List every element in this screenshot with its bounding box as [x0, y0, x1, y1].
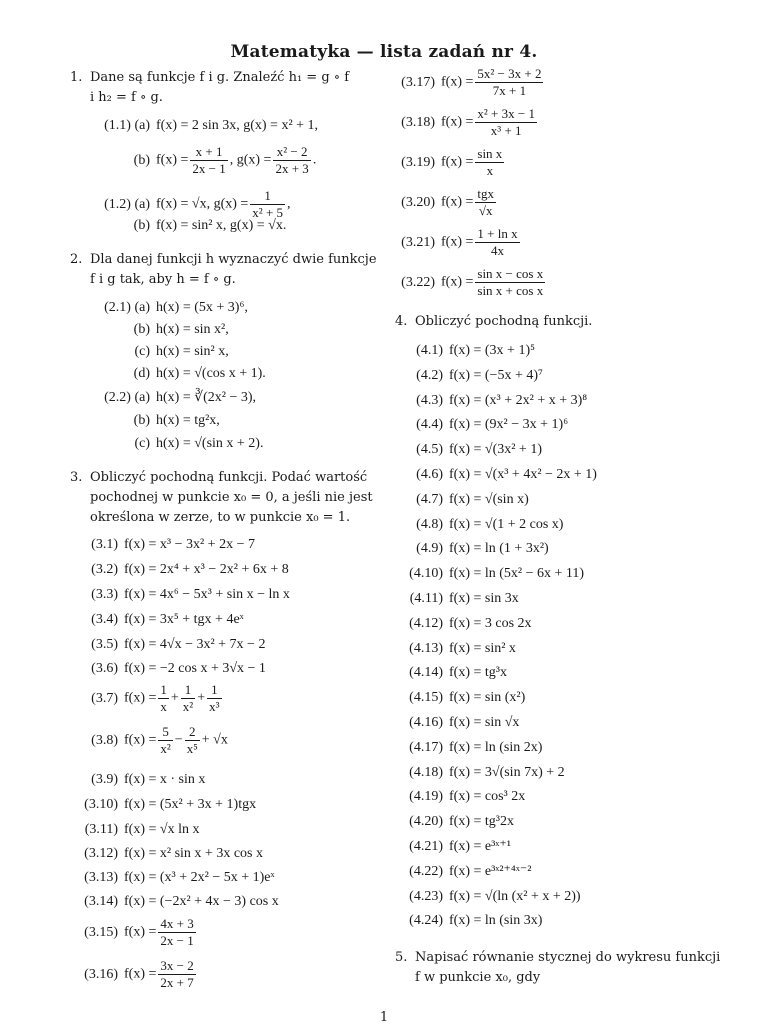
- item-1-2b: [70, 216, 286, 236]
- denominator: x: [486, 163, 494, 178]
- expression: h(x) = √(sin x + 2).: [156, 436, 264, 451]
- item-4-24: [395, 911, 542, 931]
- item-4-20: [395, 812, 514, 832]
- fraction: [158, 916, 195, 949]
- numerator: 4x + 3: [160, 916, 194, 931]
- heading-text: Obliczyć pochodną funkcji. Podać wartość: [90, 470, 368, 485]
- item-label: (3.4): [91, 612, 118, 627]
- item-4-8: [395, 515, 563, 535]
- expression: f(x) = ln (sin 3x): [449, 913, 543, 929]
- denominator: 2x − 1: [160, 933, 194, 948]
- heading-line: [70, 488, 375, 508]
- item-label: (1.1) (a): [104, 118, 150, 133]
- exercise-number: 5.: [395, 950, 408, 965]
- expression: f(x) = e³ˣ⁺¹: [449, 839, 511, 854]
- heading-text: f w punkcie x₀, gdy: [415, 970, 541, 985]
- item-4-19: [395, 787, 525, 807]
- item-label: (3.19): [401, 154, 435, 170]
- expression: f(x) = √(1 + 2 cos x): [449, 516, 564, 532]
- fraction: [190, 144, 227, 177]
- denominator: sin x + cos x: [477, 283, 544, 298]
- item-3-17: (3.17) f(x) = $\frac{\text{5x² − 3x + 2}}{7x + 1}$: [395, 66, 545, 99]
- expression: f(x) = √(ln (x² + x + 2)): [449, 888, 581, 904]
- item-label: (3.11): [84, 822, 118, 837]
- heading-text: określona w zerze, to w punkcie x₀ = 1.: [90, 510, 351, 525]
- item-label: (3.18): [401, 114, 435, 130]
- expression: f(x) = √x ln x: [124, 822, 200, 837]
- item-4-11: [395, 589, 519, 609]
- item-4-1: [395, 341, 535, 361]
- heading-line: [70, 250, 375, 270]
- exercise-number: 4.: [395, 314, 408, 329]
- fraction: [273, 144, 310, 177]
- item-3-12: [70, 844, 263, 864]
- heading-text: f i g tak, aby h = f ∘ g.: [90, 272, 236, 287]
- item-label: (4.21): [409, 839, 443, 854]
- heading-text: Dla danej funkcji h wyznaczyć dwie funkcje: [90, 252, 377, 267]
- item-4-7: [395, 490, 529, 510]
- item-3-7: (3.7) f(x) = $\frac{1}{x}$ + $\frac{1}{\text{x²}}$ + $\frac{1}{\text{x³}}$: [70, 682, 224, 715]
- expression: h(x) = sin² x,: [156, 344, 229, 359]
- heading-line: [70, 468, 375, 488]
- expression: f(x) = x² sin x + 3x cos x: [124, 846, 263, 861]
- expression: f(x) = √(x³ + 4x² − 2x + 1): [449, 467, 597, 482]
- item-2-0: [70, 298, 248, 318]
- denominator: 2x + 7: [160, 975, 194, 990]
- expression: f(x) = 3√(sin 7x) + 2: [449, 764, 565, 780]
- denominator: x³: [209, 699, 220, 714]
- fraction: [185, 724, 200, 757]
- expression: f(x) = ln (1 + 3x²): [449, 541, 549, 557]
- item-2-1: [70, 320, 229, 340]
- expression: h(x) = ∛(2x² − 3),: [156, 390, 257, 405]
- item-3-21: (3.21) f(x) = $\frac{\text{1 + ln x}}{4x}$: [395, 226, 522, 259]
- denominator: 7x + 1: [492, 83, 527, 98]
- expression: f(x) = √(sin x): [449, 491, 529, 507]
- item-label: (4.16): [409, 715, 443, 730]
- denominator: 4x: [490, 243, 504, 258]
- item-label: (c): [134, 344, 150, 359]
- item-label: (3.13): [84, 870, 118, 885]
- item-4-6: [395, 465, 597, 485]
- item-label: (3.8): [91, 732, 118, 748]
- expression: f(x) = tg³x: [449, 665, 507, 681]
- numerator: x² + 3x − 1: [477, 106, 535, 121]
- item-3-8: (3.8) f(x) = $\frac{5}{\text{x²}}$ − $\frac{2}{\text{x⁵}}$ + √x: [70, 724, 228, 757]
- heading-text: Obliczyć pochodną funkcji.: [415, 314, 593, 329]
- heading-line: [70, 270, 375, 290]
- item-label: (4.8): [416, 516, 443, 532]
- item-4-23: [395, 887, 581, 907]
- numerator: 1: [181, 682, 195, 699]
- item-3-15: (3.15) f(x) = $\frac{4x + 3}{2x - 1}$: [70, 916, 198, 949]
- item-label: (2.1) (a): [104, 300, 150, 315]
- expression: f(x) = (−2x² + 4x − 3) cos x: [124, 894, 279, 909]
- exercise-number: 2.: [70, 252, 83, 267]
- item-4-17: [395, 738, 542, 758]
- item-label: (4.23): [409, 888, 443, 904]
- item-3-22: (3.22) f(x) = $\frac{\text{sin x − cos x}}{\text{sin x + cos x}}$: [395, 266, 547, 299]
- fraction: [475, 186, 496, 219]
- item-3-14: [70, 892, 279, 912]
- expression: f(x) = sin² x: [449, 640, 516, 656]
- fraction: [475, 266, 545, 299]
- expression: f(x) = x · sin x: [124, 772, 206, 787]
- item-label: (4.1): [416, 343, 443, 358]
- item-label: (4.19): [409, 789, 443, 805]
- item-label: (b): [133, 322, 150, 337]
- item-1-1b: (b) f(x) = $\frac{x + 1}{2x - 1}$ , g(x) = $\frac{\text{x² − 2}}{2x + 3}$ .: [70, 144, 316, 177]
- item-4-12: [395, 614, 532, 634]
- item-4-9: [395, 539, 549, 559]
- item-4-14: [395, 663, 507, 683]
- item-3-2: [70, 560, 289, 580]
- item-label: (4.11): [409, 591, 443, 606]
- heading-line: [70, 508, 375, 528]
- denominator: x⁵: [186, 741, 198, 756]
- item-label: (3.6): [91, 661, 118, 676]
- item-4-22: [395, 862, 531, 882]
- item-label: (4.2): [416, 367, 443, 383]
- exercise-1-heading: [70, 68, 375, 108]
- expression: f(x) =: [156, 152, 189, 168]
- numerator: 3x − 2: [160, 958, 194, 973]
- item-3-16: (3.16) f(x) = $\frac{3x - 2}{2x + 7}$: [70, 958, 198, 991]
- item-label: (3.3): [91, 587, 118, 602]
- denominator: x²: [182, 699, 194, 714]
- item-label: (b): [133, 152, 150, 168]
- item-4-3: [395, 391, 587, 411]
- item-3-11: [70, 820, 199, 840]
- item-label: (4.12): [409, 615, 443, 631]
- item-2-2: [70, 342, 229, 362]
- item-label: (3.17): [401, 74, 435, 90]
- item-label: (3.16): [84, 966, 118, 982]
- item-4-13: [395, 639, 516, 659]
- item-3-18: (3.18) f(x) = $\frac{\text{x² + 3x − 1}}{\text{x³ + 1}}$: [395, 106, 539, 139]
- expression: f(x) = cos³ 2x: [449, 789, 526, 805]
- expression: f(x) = sin² x, g(x) = √x.: [156, 218, 287, 233]
- numerator: x + 1: [190, 144, 227, 161]
- denominator: 2x + 3: [275, 161, 309, 176]
- expression: f(x) = (5x² + 3x + 1)tgx: [124, 797, 257, 812]
- item-2-3: [70, 364, 266, 384]
- expression: f(x) = 4x⁶ − 5x³ + sin x − ln x: [124, 587, 290, 602]
- item-label: (4.3): [416, 392, 443, 408]
- expression: h(x) = (5x + 3)⁶,: [156, 300, 248, 315]
- numerator: x² − 2: [273, 144, 310, 161]
- item-3-1: [70, 535, 255, 555]
- expression: f(x) = tg³2x: [449, 814, 514, 830]
- expression: f(x) = 4√x − 3x² + 7x − 2: [124, 637, 266, 652]
- item-label: (3.21): [401, 234, 435, 250]
- item-label: (4.4): [416, 417, 443, 433]
- item-label: (3.9): [91, 772, 118, 787]
- item-4-16: [395, 713, 519, 733]
- expression: f(x) = e³ˣ²⁺⁴ˣ⁻²: [449, 863, 532, 879]
- expression: f(x) = (x³ + 2x² − 5x + 1)eˣ: [124, 870, 275, 885]
- item-label: (4.7): [416, 491, 443, 507]
- numerator: sin x: [477, 146, 503, 161]
- item-label: (3.2): [91, 562, 118, 577]
- expression: f(x) = (−5x + 4)⁷: [449, 367, 543, 383]
- numerator: 1 + ln x: [477, 226, 518, 241]
- item-2-5: [70, 411, 220, 431]
- numerator: 1: [250, 188, 285, 205]
- exercise-3-heading: [70, 468, 375, 528]
- expression: h(x) = tg²x,: [156, 413, 220, 428]
- numerator: 1: [207, 682, 221, 699]
- denominator: √x: [478, 203, 493, 218]
- item-3-5: [70, 635, 265, 655]
- expression: f(x) = ln (sin 2x): [449, 739, 543, 755]
- expression: h(x) = √(cos x + 1).: [156, 366, 266, 381]
- expression: h(x) = sin x²,: [156, 322, 229, 337]
- item-label: (4.14): [409, 665, 443, 681]
- item-2-6: [70, 434, 263, 454]
- page-title: Matematyka — lista zadań nr 4.: [230, 42, 538, 62]
- heading-text: Dane są funkcje f i g. Znaleźć h₁ = g ∘ f: [90, 70, 350, 85]
- item-label: (3.15): [84, 924, 118, 940]
- heading-line: [70, 68, 375, 88]
- item-3-4: [70, 610, 244, 630]
- item-label: (c): [134, 436, 150, 451]
- numerator: 5: [158, 724, 172, 741]
- item-4-18: [395, 763, 565, 783]
- item-1-2a: (1.2) (a) f(x) = √x, g(x) = $\frac{1}{\text{x² + 5}}$ ,: [70, 188, 291, 221]
- expression: f(x) = sin √x: [449, 715, 520, 730]
- item-label: (1.2) (a): [104, 196, 150, 212]
- item-label: (3.22): [401, 274, 435, 290]
- heading-text: pochodnej w punkcie x₀ = 0, a jeśli nie jest: [90, 490, 373, 505]
- fraction: [158, 958, 195, 991]
- item-label: (4.9): [416, 541, 443, 557]
- expression: f(x) = −2 cos x + 3√x − 1: [124, 661, 266, 676]
- item-4-21: [395, 837, 511, 857]
- expression: f(x) = 2 sin 3x, g(x) = x² + 1,: [156, 118, 319, 133]
- expression: f(x) = (3x + 1)⁵: [449, 343, 535, 358]
- item-label: (4.22): [409, 863, 443, 879]
- item-3-19: (3.19) f(x) = $\frac{\text{sin x}}{x}$: [395, 146, 506, 179]
- item-4-15: [395, 688, 525, 708]
- item-label: (4.6): [416, 467, 443, 482]
- expression: f(x) = 2x⁴ + x³ − 2x² + 6x + 8: [124, 562, 289, 577]
- item-label: (4.24): [409, 913, 443, 929]
- item-1-1a: [70, 116, 318, 136]
- item-3-13: [70, 868, 275, 888]
- item-2-4: [70, 388, 256, 408]
- heading-text: Napisać równanie stycznej do wykresu funkcji: [415, 950, 721, 965]
- item-label: (d): [133, 366, 150, 381]
- item-label: (3.12): [84, 846, 118, 861]
- exercise-number: 3.: [70, 470, 83, 485]
- expression: f(x) = sin 3x: [449, 591, 519, 606]
- item-3-9: [70, 770, 205, 790]
- fraction: [475, 146, 504, 179]
- item-label: (3.14): [84, 894, 118, 909]
- item-label: (3.1): [91, 537, 118, 552]
- item-label: (b): [133, 218, 150, 233]
- exercise-5-heading: [395, 948, 735, 988]
- item-label: (4.17): [409, 739, 443, 755]
- heading-line: [70, 88, 375, 108]
- fraction: [181, 682, 195, 715]
- item-label: (4.13): [409, 640, 443, 656]
- fraction: [158, 682, 169, 715]
- item-label: (4.18): [409, 764, 443, 780]
- item-3-6: [70, 659, 266, 679]
- exercise-2-heading: [70, 250, 375, 290]
- item-label: (3.10): [84, 797, 118, 812]
- page-number: 1: [379, 1010, 389, 1025]
- fraction: [158, 724, 172, 757]
- numerator: tgx: [477, 186, 495, 201]
- expression: f(x) = ln (5x² − 6x + 11): [449, 566, 585, 582]
- item-label: (3.20): [401, 194, 435, 210]
- item-3-10: [70, 795, 256, 815]
- heading-text: i h₂ = f ∘ g.: [90, 90, 163, 105]
- item-4-4: [395, 415, 568, 435]
- item-label: (4.5): [416, 442, 443, 458]
- denominator: x: [160, 699, 167, 714]
- item-4-10: [395, 564, 584, 584]
- expression: f(x) = (x³ + 2x² + x + 3)⁸: [449, 392, 588, 408]
- fraction: [207, 682, 221, 715]
- item-4-5: [395, 440, 542, 460]
- denominator: 2x − 1: [192, 161, 226, 176]
- expression: f(x) = √(3x² + 1): [449, 442, 542, 458]
- item-4-2: [395, 366, 543, 386]
- fraction: [475, 66, 543, 99]
- expression: f(x) = √x, g(x) =: [156, 196, 249, 212]
- denominator: x³ + 1: [490, 123, 522, 138]
- item-label: (3.7): [91, 690, 118, 706]
- fraction: [475, 106, 537, 139]
- expression: f(x) = 3 cos 2x: [449, 615, 532, 631]
- expression: f(x) = (9x² − 3x + 1)⁶: [449, 417, 569, 433]
- numerator: 2: [185, 724, 200, 741]
- item-label: (4.15): [409, 690, 443, 706]
- expression: f(x) = 3x⁵ + tgx + 4eˣ: [124, 612, 244, 627]
- expression: f(x) = x³ − 3x² + 2x − 7: [124, 537, 255, 552]
- item-label: (3.5): [91, 637, 118, 652]
- expression: f(x) = sin (x²): [449, 690, 526, 706]
- denominator: x²: [160, 741, 171, 756]
- numerator: sin x − cos x: [477, 266, 544, 281]
- numerator: 1: [160, 682, 167, 697]
- item-label: (b): [133, 413, 150, 428]
- exercise-4-heading: [395, 312, 592, 332]
- item-label: (2.2) (a): [104, 390, 150, 405]
- fraction: [475, 226, 519, 259]
- exercise-number: 1.: [70, 70, 83, 85]
- item-3-3: [70, 585, 290, 605]
- item-3-20: (3.20) f(x) = $\frac{\text{tgx}}{√x}$: [395, 186, 498, 219]
- item-label: (4.10): [409, 566, 443, 582]
- item-label: (4.20): [409, 814, 443, 830]
- denominator: x² + 5: [252, 205, 284, 220]
- numerator: 5x² − 3x + 2: [477, 66, 542, 81]
